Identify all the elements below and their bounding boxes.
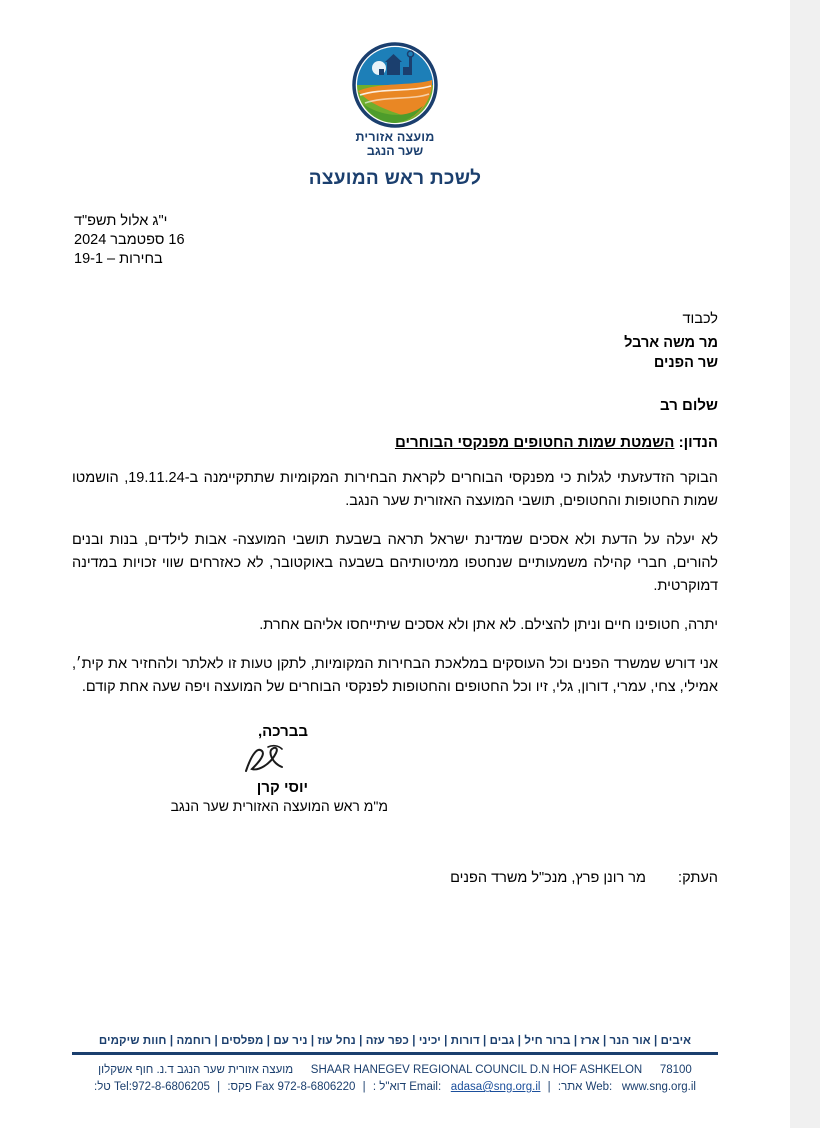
cc-row: [72, 870, 718, 886]
footer-villages: איבים | אור הנר | ארז | ברור חיל | גבים | דורות | יכיני | כפר עזה | נחל עוז | ניר עם | מפלסים | רוחמה | חוות שיקמים: [98, 1035, 692, 1047]
footer-tel-label: טל:: [94, 1081, 111, 1093]
body-paragraph-2: לא יעלה על הדעת ולא אסכים שמדינת ישראל תראה בשבעת תושבי המועצה- אבות לילדים, בנות ובנים להורים, חברי קהילה משמעותיים שנחטפו ממיטותיהם בשבעה באוקטובר, לא כאזרחים שווי זכויות במדינה דמוקרטית.: [72, 532, 718, 594]
footer-divider: [72, 1052, 718, 1055]
footer-web-value: www.sng.org.il: [621, 1081, 696, 1093]
logo-text-line1: מועצה אזורית: [355, 130, 435, 144]
reference-number: בחירות – 19-1: [74, 251, 163, 267]
subject-label: הנדון:: [678, 434, 718, 451]
greeting: שלום רב: [660, 397, 718, 414]
bureau-title: לשכת ראש המועצה: [308, 168, 482, 189]
signature-role: מ"מ ראש המועצה האזורית שער הנגב: [170, 798, 388, 814]
footer-address-line: [72, 1062, 718, 1079]
subject-line: [72, 434, 718, 451]
body-paragraph-3: יתרה, חטופינו חיים וניתן להצילם. לא אתן ולא אסכים שיתייחסו אליהם אחרת.: [259, 617, 718, 633]
letter-body: [72, 467, 718, 699]
footer-council-he: מועצה אזורית שער הנגב ד.נ. חוף אשקלון: [98, 1064, 294, 1076]
addressee-lead: לכבוד: [682, 311, 718, 327]
footer-fax-label: פקס:: [227, 1081, 252, 1093]
signature-block: [72, 723, 718, 814]
signature-scribble-icon: [238, 743, 298, 777]
footer-email-he-label: דוא"ל :: [372, 1081, 407, 1093]
addressee-block: [72, 309, 718, 373]
footer-web-he-label: אתר:: [557, 1081, 583, 1093]
hebrew-date: י"ג אלול תשפ"ד: [74, 213, 168, 229]
footer-email-link[interactable]: adasa@sng.org.il: [450, 1081, 541, 1093]
gregorian-date: 16 ספטמבר 2024: [74, 232, 185, 248]
cc-label: העתק:: [678, 870, 718, 886]
footer-council-zip: 78100: [659, 1064, 692, 1076]
footer-email-label: Email:: [409, 1081, 442, 1093]
signature-name: יוסי קרן: [256, 779, 308, 796]
logo-emblem-icon: [339, 42, 451, 128]
date-block: [72, 212, 718, 269]
cc-value: מר רונן פרץ, מנכ"ל משרד הפנים: [450, 870, 647, 886]
footer-web-label: Web:: [585, 1081, 613, 1093]
subject-value: השמטת שמות החטופים מפנקסי הבוחרים: [394, 434, 675, 451]
letterhead: [72, 0, 718, 190]
addressee-name: מר משה ארבל: [624, 335, 718, 351]
signature-regards: בברכה,: [257, 723, 308, 740]
footer-fax-value: Fax 972-8-6806220: [255, 1081, 356, 1093]
footer-contact-line: Web: www.sng.org.il אתר: | Email: adasa@sng.org.il דוא"ל : | Fax 972-8-6806220 פקס: | Tel:972-8-6806205 טל:: [94, 1081, 696, 1093]
body-paragraph-4: אני דורש שמשרד הפנים וכל העוסקים במלאכת הבחירות המקומיות, לתקן טעות זו לאלתר ולהחזיר את קית׳, אמילי, צחי, עמרי, דורון, גלי, זיו וכל החטופים והחטופות לפנקסי הבוחרים של המועצה ויפה שעה אחת קודם.: [72, 656, 718, 695]
addressee-role: שר הפנים: [653, 355, 718, 371]
page-footer: [72, 1035, 718, 1096]
council-logo: [334, 42, 456, 158]
body-paragraph-1: הבוקר הזדעזעתי לגלות כי מפנקסי הבוחרים לקראת הבחירות המקומיות שתתקיימנה ב-19.11.24, הושמטו שמות החטופות והחטופים, תושבי המועצה האזורית שער הנגב.: [72, 470, 718, 509]
footer-tel-value: Tel:972-8-6806205: [114, 1081, 210, 1093]
footer-council-en: SHAAR HANEGEV REGIONAL COUNCIL D.N HOF ASHKELON: [310, 1064, 643, 1076]
logo-text-line2: שער הנגב: [366, 144, 424, 158]
